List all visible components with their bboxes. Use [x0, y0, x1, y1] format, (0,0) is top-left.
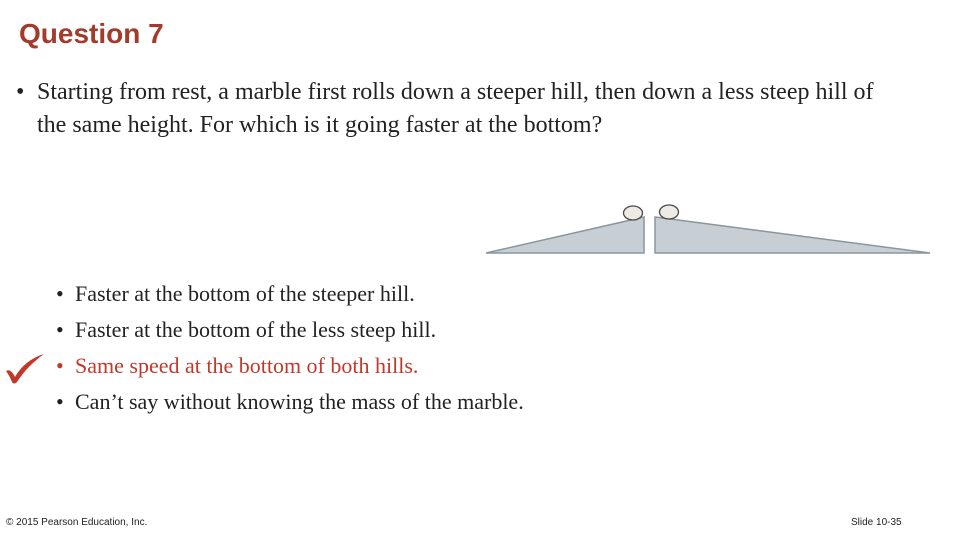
marble-on-gentle-hill — [660, 205, 679, 219]
answer-bullet: • — [56, 281, 64, 306]
answer-option-d — [56, 384, 756, 420]
copyright-notice: © 2015 Pearson Education, Inc. — [6, 517, 148, 528]
question-text: Starting from rest, a marble first rolls down a steeper hill, then down a less steep hill of the same height. For which is it going faster at the bottom? — [37, 79, 874, 138]
question-bullet: • — [16, 79, 25, 105]
answer-option-b — [56, 312, 756, 348]
question-block — [16, 76, 896, 142]
answer-list — [56, 276, 756, 420]
answer-bullet: • — [56, 389, 64, 414]
steep-hill — [486, 217, 644, 253]
answer-option-a — [56, 276, 756, 312]
answer-text: Faster at the bottom of the steeper hill. — [75, 281, 415, 306]
slide-title: Question 7 — [19, 18, 164, 49]
answer-text: Can’t say without knowing the mass of the marble. — [75, 389, 524, 414]
answer-bullet: • — [56, 353, 64, 378]
gentle-hill — [655, 217, 930, 253]
answer-bullet: • — [56, 317, 64, 342]
slide-number: Slide 10-35 — [851, 517, 902, 528]
hills-diagram — [480, 200, 940, 262]
answer-text: Same speed at the bottom of both hills. — [75, 353, 419, 378]
checkmark-icon — [3, 352, 47, 386]
marble-on-steep-hill — [624, 206, 643, 220]
answer-option-c-correct — [56, 348, 756, 384]
answer-text: Faster at the bottom of the less steep hill. — [75, 317, 437, 342]
